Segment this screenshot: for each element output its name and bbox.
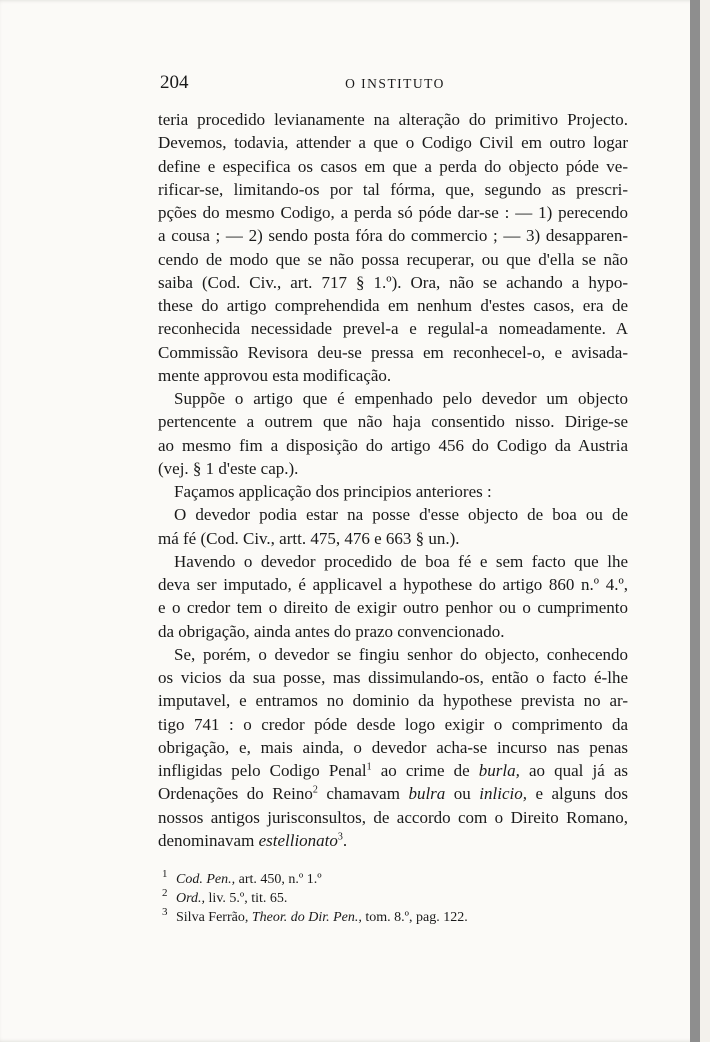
text-line: pertencente a outrem que não haja consentido nisso. Dirige-se: [158, 412, 628, 432]
text-line: rificar-se, limitando-os por tal fórma, que, segundo as prescri-: [158, 179, 628, 199]
text-line: Se, porém, o devedor se fingiu senhor do objecto, conhecendo: [174, 644, 628, 664]
text-line: Ordenações do Reino$^2$ chamavam bulra ou inlicio, e alguns dos: [158, 784, 629, 804]
text-line: denominavam estellionato$^3$.: [158, 830, 348, 850]
text-line: má fé (Cod. Civ., artt. 475, 476 e 663 § un.).: [158, 528, 460, 548]
text-line: Commissão Revisora deu-se pressa em reconhecel-o, e avisada-: [158, 342, 628, 362]
text-line: imputavel, e entramos no dominio da hypothese prevista no ar-: [158, 691, 628, 711]
text-line: teria procedido levianamente na alteração do primitivo Projecto.: [158, 110, 628, 129]
text-line: os vicios da sua posse, mas dissimulando-os, então o facto é-lhe: [158, 668, 628, 687]
text-line: Havendo o devedor procedido de boa fé e sem facto que lhe: [174, 551, 628, 571]
text-line: a cousa ; — 2) sendo posta fóra do commercio ; — 3) desapparen-: [158, 226, 628, 246]
text-line: ao mesmo fim a disposição do artigo 456 do Codigo da Austria: [158, 435, 628, 455]
footnote-ref: 3: [337, 831, 343, 843]
text-line: e o credor tem o direito de exigir outro penhor ou o cumprimento: [158, 598, 628, 618]
text-line: (vej. § 1 d'este cap.).: [158, 458, 299, 478]
footnote: $^3$ Silva Ferrão, Theor. do Dir. Pen., tom. 8.º, pag. 122.: [162, 906, 468, 925]
text-line: saiba (Cod. Civ., art. 717 § 1.º). Ora, não se achando a hypo-: [158, 272, 628, 292]
text-line: infligidas pelo Codigo Penal$^1$ ao crime de burla, ao qual já as: [158, 761, 628, 780]
footnote: $^2$ Ord., liv. 5.º, tit. 65.: [162, 887, 288, 906]
text-line: tigo 741 : o credor póde desde logo exigir o comprimento da: [158, 714, 628, 734]
text-line: deva ser imputado, é applicavel a hypothese do artigo 860 n.º 4.º,: [158, 575, 628, 594]
text-line: define e especifica os casos em que a perda do objecto póde ve-: [158, 156, 628, 176]
page-edge: [690, 0, 700, 1042]
text-line: Suppõe o artigo que é empenhado pelo devedor um objecto: [174, 389, 628, 408]
text-line: da obrigação, ainda antes do prazo convencionado.: [158, 621, 505, 641]
footnote-ref: 2: [312, 784, 318, 796]
text-line: cendo de modo que se não possa recuperar, ou que d'ella se não: [158, 249, 628, 269]
text-line: obrigação, e, mais ainda, o devedor acha-se incurso nas penas: [158, 737, 628, 757]
footnotes: [158, 870, 628, 927]
page-header: [160, 72, 630, 94]
text-line: Devemos, todavia, attender a que o Codigo Civil em outro logar: [158, 133, 628, 153]
body-text: [158, 108, 628, 852]
page-number: 204: [160, 72, 189, 93]
text-line: mente approvou esta modificação.: [158, 365, 392, 385]
text-line: reconhecida necessidade prevel-a e regulal-a nomeadamente. A: [158, 319, 628, 339]
text-line: nossos antigos jurisconsultos, de accordo com o Direito Romano,: [158, 807, 628, 827]
text-line: O devedor podia estar na posse d'esse objecto de boa ou de: [174, 505, 628, 525]
footnote: $^1$ Cod. Pen., art. 450, n.º 1.º: [162, 868, 322, 887]
text-line: Façamos applicação dos principios anteriores :: [174, 482, 492, 501]
text-line: pções do mesmo Codigo, a perda só póde dar-se : — 1) perecendo: [158, 203, 628, 222]
footnote-ref: 1: [366, 761, 372, 773]
text-line: these do artigo comprehendida em nenhum d'estes casos, era de: [158, 296, 628, 315]
running-title: O INSTITUTO: [345, 76, 445, 91]
